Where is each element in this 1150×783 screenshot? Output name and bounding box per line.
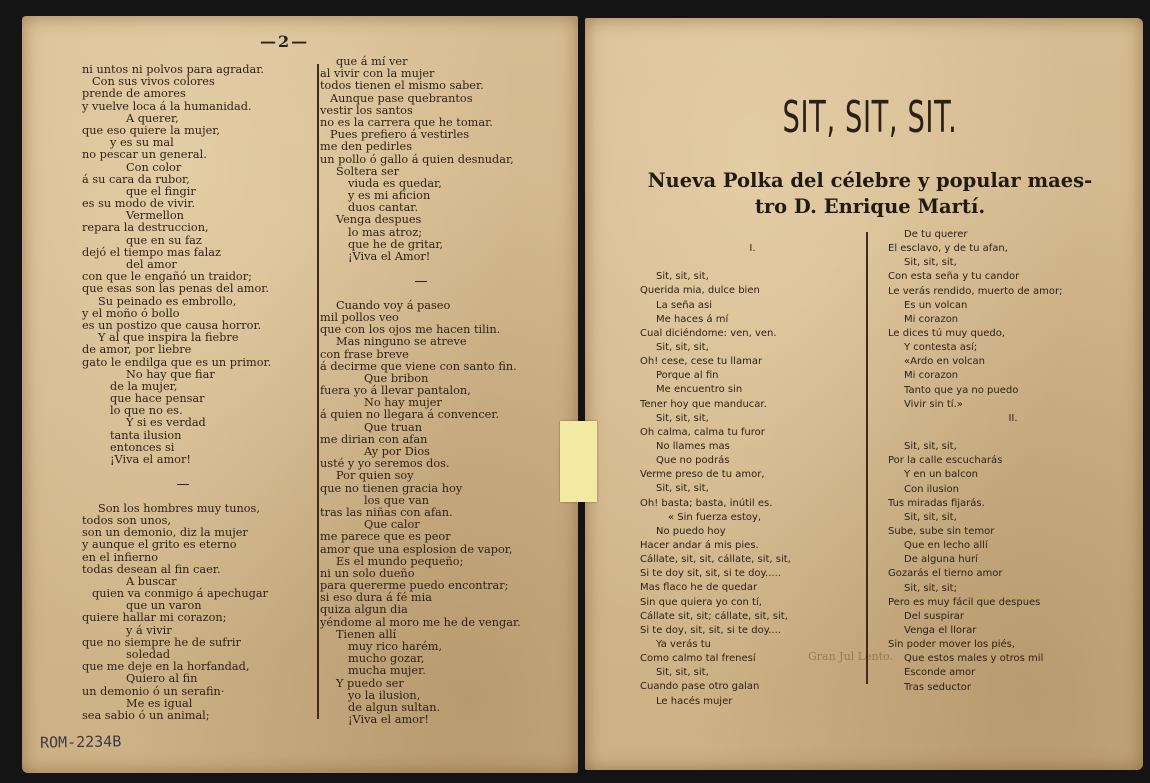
verse-line: al vivir con la mujer — [320, 67, 435, 81]
verse-line: Verme preso de tu amor, — [640, 469, 765, 481]
verse-line: con que le engañó un traidor; — [82, 270, 252, 284]
verse-line: gato le endilga que es un primor. — [82, 355, 272, 369]
verse-line — [320, 263, 560, 275]
verse-line — [640, 256, 865, 270]
stanza-divider — [320, 275, 560, 287]
verse-line: Son los hombres muy tunos, — [98, 501, 260, 515]
verse-line: que no tienen gracia hoy — [320, 481, 463, 495]
verse-line: que eso quiere la mujer, — [82, 123, 221, 137]
verse-line: Es el mundo pequeño; — [336, 554, 464, 568]
verse-line: Con color — [126, 160, 182, 174]
verse-line: mil pollos veo — [320, 310, 399, 324]
verse-line: No llames mas — [656, 440, 730, 452]
stanza-number: II. — [1008, 412, 1018, 424]
verse-line: que en su faz — [126, 233, 202, 247]
verse-line: yéndome al moro me he de vengar. — [320, 615, 521, 629]
verse-line: y vuelve loca á la humanidad. — [82, 99, 252, 113]
verse-line: que con los ojos me hacen tilin. — [320, 323, 501, 337]
verse-line: Le hacés mujer — [656, 695, 733, 707]
verse-line: Que en lecho allí — [904, 540, 988, 552]
verse-line: Y al que inspira la fiebre — [98, 331, 239, 345]
verse-line: fuera yo á llevar pantalon, — [320, 384, 471, 398]
column-divider — [866, 232, 868, 684]
verse-line: soledad — [126, 648, 171, 661]
verse-line: me den pedirles — [320, 140, 413, 154]
right-column-2 — [888, 228, 1138, 695]
right-column-1 — [640, 242, 865, 709]
dash-mark — [415, 281, 427, 282]
verse-line: Le dices tú muy quedo, — [888, 327, 1005, 339]
verse-line: dejó el tiempo mas falaz — [82, 245, 221, 259]
verse-line: Cuando voy á paseo — [336, 298, 451, 312]
verse-line: Cállate sit, sit; cállate, sit, sit, — [640, 610, 788, 622]
verse-line: Mas ninguno se atreve — [336, 335, 467, 349]
verse-line: Mi corazon — [904, 370, 959, 382]
verse-line: que no siempre he de sufrir — [82, 635, 241, 649]
verse-line: de algun sultan. — [348, 700, 441, 714]
verse-line: y es su mal — [110, 136, 174, 150]
verse-line: Por la calle escucharás — [888, 455, 1003, 467]
verse-line: viuda es quedar, — [348, 176, 442, 190]
verse-line: Su peinado es embrollo, — [98, 294, 237, 308]
verse-line: tras las niñas con afan. — [320, 505, 453, 519]
verse-line: que á mí ver — [336, 55, 408, 68]
verse-line: Tras seductor — [904, 681, 971, 693]
verse-line: me dirian con afan — [320, 432, 428, 446]
verse-line: Aunque pase quebrantos — [330, 91, 473, 105]
subtitle-line-2: tro D. Enrique Martí. — [754, 195, 986, 218]
verse-line: duos cantar. — [348, 201, 419, 215]
verse-line: Tanto que ya no puedo — [904, 384, 1019, 396]
verse-line: que un varon — [126, 599, 202, 613]
verse-line: de la mujer, — [110, 379, 178, 393]
verse-line: que me deje en la horfandad, — [82, 660, 250, 674]
dash-mark — [177, 484, 189, 485]
verse-line: es un postizo que causa horror. — [82, 318, 262, 332]
verse-line: son un demonio, diz la mujer — [82, 526, 248, 540]
verse-line: prende de amores — [82, 87, 186, 101]
verse-line: para quererme puedo encontrar; — [320, 579, 509, 593]
verse-line: Y si es verdad — [126, 416, 206, 430]
verse-line: Sit, sit, sit, — [904, 257, 957, 269]
verse-line: Pero es muy fácil que despues — [888, 596, 1041, 608]
verse-line: usté y yo seremos dos. — [320, 457, 450, 471]
verse-line: mucha mujer. — [348, 664, 426, 678]
verse-line: me parece que es peor — [320, 530, 451, 544]
verse-line: No hay mujer — [364, 396, 442, 410]
verse-line: ¡Viva el amor! — [348, 713, 429, 727]
verse-line: No hay que fiar — [126, 367, 215, 381]
verse-line: De alguna hurí — [904, 554, 978, 566]
song-title: SIT, SIT, SIT. — [782, 92, 958, 143]
verse-line: Que bribon — [364, 371, 429, 385]
verse-line: Que estos males y otros mil — [904, 653, 1044, 665]
verse-line: No puedo hoy — [656, 525, 726, 537]
verse-line: Sit, sit, sit, — [656, 667, 709, 679]
verse-line: quiere hallar mi corazon; — [82, 611, 227, 625]
verse-line: Ya verás tu — [656, 638, 711, 650]
verse-line: Tienen allí — [336, 627, 397, 641]
verse-line: La seña asi — [656, 299, 713, 311]
verse-line: Me haces á mí — [656, 313, 729, 325]
verse-line: Sit, sit, sit, — [656, 483, 709, 495]
subtitle-line-1: Nueva Polka del célebre y popular maes- — [647, 169, 1093, 192]
verse-line: lo que no es. — [110, 404, 183, 418]
verse-line: Esconde amor — [904, 667, 976, 679]
verse-line: Cuando pase otro galan — [640, 681, 760, 693]
verse-line: Cállate, sit, sit, cállate, sit, sit, — [640, 554, 791, 566]
verse-line: mucho gozar, — [348, 652, 425, 666]
verse-line: que hace pensar — [110, 392, 205, 406]
verse-line: no pescar un general. — [82, 148, 207, 162]
column-divider — [317, 64, 319, 719]
faint-stamp: Gran Jul Lento. — [808, 650, 893, 663]
verse-line: Venga el llorar — [904, 624, 977, 636]
left-column-1 — [82, 64, 302, 722]
verse-line: ¡Viva el Amor! — [348, 250, 431, 263]
verse-line: un pollo ó gallo á quien desnudar, — [320, 152, 514, 166]
verse-line: Venga despues — [336, 213, 422, 227]
verse-line: Vermellon — [126, 209, 184, 223]
verse-line: Sit, sit, sit, — [904, 511, 957, 523]
verse-line: todos tienen el mismo saber. — [320, 79, 484, 93]
verse-line: Gozarás el tierno amor — [888, 568, 1003, 580]
verse-line: que el fingir — [126, 184, 196, 198]
verse-line: ni untos ni polvos para agradar. — [82, 63, 264, 76]
verse-line: no es la carrera que he tomar. — [320, 115, 493, 129]
verse-line: si eso dura á fé mia — [320, 591, 432, 605]
verse-line: Si te doy sit, sit, si te doy..... — [640, 568, 781, 580]
verse-line: Le verás rendido, muerto de amor; — [888, 285, 1063, 297]
verse-line: Sit, sit, sit; — [904, 582, 957, 594]
verse-line: Oh! cese, cese tu llamar — [640, 356, 763, 368]
verse-line: Sube, sube sin temor — [888, 525, 995, 537]
verse-line: Como calmo tal frenesí — [640, 653, 756, 665]
verse-line: Sin que quiera yo con tí, — [640, 596, 762, 608]
verse-line: y es mi aficion — [348, 189, 431, 203]
verse-line: Sit, sit, sit, — [656, 412, 709, 424]
verse-line: Con ilusion — [904, 483, 959, 495]
verse-line: Porque al fin — [656, 370, 719, 382]
verse-line — [82, 466, 302, 478]
verse-line: Me es igual — [126, 696, 193, 710]
verse-line: Soltera ser — [336, 164, 399, 178]
verse-line: Y puedo ser — [336, 676, 404, 690]
verse-line: muy rico harém, — [348, 640, 443, 653]
verse-line: que esas son las penas del amor. — [82, 282, 270, 296]
verse-line: Por quien soy — [336, 469, 414, 483]
verse-line: y el moño ó bollo — [82, 306, 180, 320]
verse-line — [82, 491, 302, 503]
verse-line: Sit, sit, sit, — [656, 271, 709, 283]
verse-line: Mas flaco he de quedar — [640, 582, 758, 594]
verse-line: ni un solo dueño — [320, 566, 415, 580]
verse-line: los que van — [364, 493, 429, 507]
verse-line: sea sabio ó un animal; — [82, 708, 210, 722]
verse-line: Si te doy, sit, sit, si te doy.... — [640, 624, 781, 636]
verse-line: Del suspirar — [904, 610, 965, 622]
verse-line: Tus miradas fijarás. — [888, 497, 985, 509]
verse-line: á decirme que viene con santo fin. — [320, 359, 517, 373]
verse-line: Quiero al fin — [126, 672, 198, 686]
verse-line: El esclavo, y de tu afan, — [888, 243, 1008, 255]
verse-line: Sit, sit, sit, — [656, 341, 709, 353]
verse-line: Que no podrás — [656, 455, 730, 467]
stanza-number: I. — [749, 243, 756, 254]
verse-line: Es un volcan — [904, 299, 968, 311]
verse-line: Mi corazon — [904, 313, 959, 325]
verse-line: Y en un balcon — [904, 469, 979, 481]
verse-line — [888, 426, 1138, 440]
verse-line: Sin poder mover los piés, — [888, 639, 1016, 651]
verse-line: Querida mia, dulce bien — [640, 285, 760, 297]
verse-line: y aunque el grito es eterno — [82, 538, 237, 552]
verse-line: Cual diciéndome: ven, ven. — [640, 327, 777, 339]
verse-line: Con sus vivos colores — [92, 75, 215, 89]
verse-line: Oh calma, calma tu furor — [640, 426, 765, 438]
verse-line: todos son unos, — [82, 513, 171, 527]
verse-line: lo mas atroz; — [348, 225, 423, 239]
verse-line: Que truan — [364, 420, 423, 434]
page-number: —2— — [260, 32, 310, 51]
verse-line: y á vivir — [126, 623, 172, 637]
verse-line: Y contesta así; — [904, 342, 978, 354]
verse-line: con frase breve — [320, 347, 409, 361]
verse-line: Ay por Dios — [364, 445, 430, 458]
verse-line: en el infierno — [82, 550, 159, 564]
verse-line: De tu querer — [904, 229, 968, 240]
verse-line: Con esta seña y tu candor — [888, 271, 1020, 283]
verse-line: repara la destruccion, — [82, 221, 209, 235]
verse-line: de amor, por liebre — [82, 343, 192, 357]
verse-line: Oh! basta; basta, inútil es. — [640, 497, 773, 509]
verse-line: que he de gritar, — [348, 237, 444, 251]
verse-line: un demonio ó un serafin· — [82, 684, 225, 698]
verse-line: vestir los santos — [320, 103, 413, 117]
verse-line: á quien no llegara á convencer. — [320, 408, 500, 422]
verse-line: yo la ilusion, — [348, 688, 421, 702]
verse-line: del amor — [126, 258, 177, 271]
verse-line: Que calor — [364, 518, 420, 532]
verse-line: quiza algun dia — [320, 603, 408, 617]
verse-line: Sit, sit, sit, — [904, 441, 957, 453]
verse-line: «Ardo en volcan — [904, 356, 985, 368]
verse-line — [320, 288, 560, 300]
verse-line: es su modo de vivir. — [82, 197, 196, 211]
verse-line: á su cara da rubor, — [82, 172, 190, 186]
verse-line: quien va conmigo á apechugar — [92, 587, 268, 601]
shelfmark: ROM-2234B — [39, 732, 122, 752]
left-column-2 — [320, 56, 560, 726]
song-subtitle — [610, 168, 1130, 220]
verse-line: ¡Viva el amor! — [110, 453, 191, 466]
paper-tab — [560, 421, 597, 502]
verse-line: Hacer andar á mis pies. — [640, 539, 759, 551]
verse-line: Vivir sin tí.» — [904, 398, 963, 410]
verse-line: A buscar — [126, 574, 177, 588]
verse-line: A querer, — [126, 111, 179, 125]
verse-line: todas desean al fin caer. — [82, 562, 221, 576]
verse-line: Pues prefiero á vestirles — [330, 128, 470, 142]
verse-line: tanta ilusion — [110, 428, 182, 442]
verse-line: entonces si — [110, 440, 175, 454]
verse-line: « Sin fuerza estoy, — [668, 511, 762, 523]
stanza-divider — [82, 478, 302, 490]
verse-line: amor que una esplosion de vapor, — [320, 542, 513, 556]
verse-line: Me encuentro sin — [656, 384, 743, 396]
verse-line: Tener hoy que manducar. — [640, 398, 767, 410]
